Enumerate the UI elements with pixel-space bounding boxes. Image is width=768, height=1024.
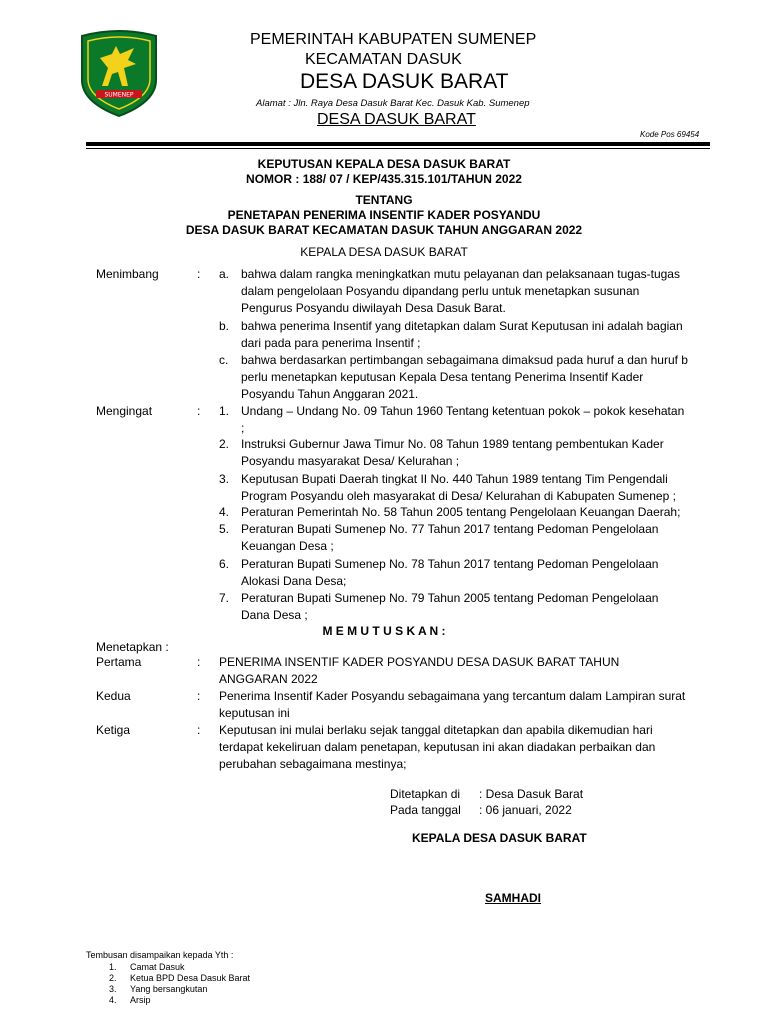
mengingat-item: Peraturan Pemerintah No. 58 Tahun 2005 tentang Pengelolaan Keuangan Daerah; bbox=[241, 505, 681, 519]
menimbang-label: Menimbang bbox=[96, 267, 159, 281]
kedua-colon: : bbox=[197, 689, 201, 703]
menimbang-item: bahwa penerima Insentif yang ditetapkan dalam Surat Keputusan ini adalah bagian dari pada para penerima Insentif ; bbox=[241, 319, 683, 350]
ketiga-label: Ketiga bbox=[96, 723, 131, 737]
tembusan-heading: Tembusan disampaikan kepada Yth : bbox=[86, 950, 234, 960]
mengingat-number: 7. bbox=[219, 591, 230, 605]
mengingat-number: 3. bbox=[219, 472, 230, 486]
letterhead-address: Alamat : Jln. Raya Desa Dasuk Barat Kec. Dasuk Kab. Sumenep bbox=[256, 98, 530, 109]
postal-code: Kode Pos 69454 bbox=[640, 130, 700, 139]
tembusan-item: Ketua BPD Desa Dasuk Barat bbox=[130, 973, 251, 983]
signatory-position: KEPALA DESA DASUK BARAT bbox=[412, 831, 587, 845]
header-rule-thick bbox=[86, 142, 710, 146]
decree-tentang: TENTANG bbox=[355, 193, 413, 207]
memutuskan-heading: M E M U T U S K A N : bbox=[322, 624, 446, 638]
decree-title: KEPUTUSAN KEPALA DESA DASUK BARAT bbox=[257, 157, 511, 171]
tembusan-item: Camat Dasuk bbox=[130, 962, 185, 972]
menimbang-letter: b. bbox=[219, 319, 230, 333]
header-rule-thin bbox=[86, 148, 710, 149]
tanggal-label: Pada tanggal bbox=[390, 803, 461, 817]
mengingat-item: Peraturan Bupati Sumenep No. 78 Tahun 2017 tentang Pedoman Pengelolaan Alokasi Dana Desa; bbox=[241, 557, 659, 588]
tembusan-item: Arsip bbox=[130, 995, 151, 1005]
menimbang-letter: c. bbox=[219, 353, 229, 367]
ditetapkan-label: Ditetapkan di bbox=[390, 787, 461, 801]
signatory-name: SAMHADI bbox=[485, 891, 541, 905]
ditetapkan-value: : Desa Dasuk Barat bbox=[479, 787, 584, 801]
mengingat-number: 5. bbox=[219, 522, 230, 536]
decree-issuer: KEPALA DESA DASUK BARAT bbox=[300, 245, 468, 259]
mengingat-item: Peraturan Bupati Sumenep No. 77 Tahun 2017 tentang Pedoman Pengelolaan Keuangan Desa ; bbox=[241, 522, 659, 553]
mengingat-number: 1. bbox=[219, 404, 230, 418]
mengingat-colon: : bbox=[197, 404, 201, 418]
logo-ribbon-text: SUMENEP bbox=[104, 91, 134, 99]
pertama-label: Pertama bbox=[96, 655, 142, 669]
village-emblem-logo bbox=[78, 28, 160, 118]
mengingat-label: Mengingat bbox=[96, 404, 153, 418]
menetapkan-label: Menetapkan : bbox=[96, 640, 169, 654]
menimbang-item: bahwa berdasarkan pertimbangan sebagaimana dimaksud pada huruf a dan huruf b perlu menetapkan keputusan Kepala Desa tentang Penerima Insentif Kader Posyandu Tahun Anggaran 2021. bbox=[241, 353, 688, 401]
menimbang-letter: a. bbox=[219, 267, 230, 281]
mengingat-item: Peraturan Bupati Sumenep No. 79 Tahun 2005 tentang Pedoman Pengelolaan Dana Desa ; bbox=[241, 591, 659, 622]
tembusan-number: 2. bbox=[109, 973, 117, 983]
tembusan-item: Yang bersangkutan bbox=[130, 984, 208, 994]
tembusan-number: 4. bbox=[109, 995, 117, 1005]
mengingat-number: 2. bbox=[219, 437, 230, 451]
mengingat-item: Keputusan Bupati Daerah tingkat II No. 440 Tahun 1989 tentang Tim Pengendali Program Posyandu oleh masyarakat di Desa/ Kelurahan di Kabupaten Sumenep ; bbox=[241, 472, 676, 503]
pertama-colon: : bbox=[197, 655, 201, 669]
menimbang-colon: : bbox=[197, 267, 201, 281]
mengingat-number: 6. bbox=[219, 557, 230, 571]
decree-subject-2: DESA DASUK BARAT KECAMATAN DASUK TAHUN ANGGARAN 2022 bbox=[185, 223, 583, 237]
tembusan-number: 3. bbox=[109, 984, 117, 994]
tembusan-number: 1. bbox=[109, 962, 117, 972]
menimbang-item: bahwa dalam rangka meningkatkan mutu pelayanan dan pelaksanaan tugas-tugas dalam pengelolaan Posyandu dipandang perlu untuk menetapkan susunan Pengurus Posyandu diwilayah Desa Dasuk Barat. bbox=[241, 267, 680, 315]
ketiga-colon: : bbox=[197, 723, 201, 737]
ketiga-text: Keputusan ini mulai berlaku sejak tanggal ditetapkan dan apabila dikemudian hari terdapat kekeliruan dalam penetapan, keputusan ini akan diadakan perbaikan dan perubahan sebagaimana mestinya; bbox=[219, 723, 656, 771]
letterhead-government: PEMERINTAH KABUPATEN SUMENEP bbox=[250, 31, 537, 48]
kedua-label: Kedua bbox=[96, 689, 131, 703]
letterhead-village-underlined: DESA DASUK BARAT bbox=[317, 111, 476, 128]
letterhead-district: KECAMATAN DASUK bbox=[305, 51, 462, 68]
mengingat-number: 4. bbox=[219, 505, 230, 519]
tanggal-value: : 06 januari, 2022 bbox=[479, 803, 572, 817]
kedua-text: Penerima Insentif Kader Posyandu sebagaimana yang tercantum dalam Lampiran surat keputusan ini bbox=[219, 689, 686, 720]
mengingat-item: Instruksi Gubernur Jawa Timur No. 08 Tahun 1989 tentang pembentukan Kader Posyandu masyarakat Desa/ Kelurahan ; bbox=[241, 437, 664, 468]
letterhead-village: DESA DASUK BARAT bbox=[300, 70, 509, 93]
decree-number: NOMOR : 188/ 07 / KEP/435.315.101/TAHUN 2022 bbox=[246, 172, 522, 186]
pertama-text: PENERIMA INSENTIF KADER POSYANDU DESA DASUK BARAT TAHUN ANGGARAN 2022 bbox=[219, 655, 620, 686]
decree-subject-1: PENETAPAN PENERIMA INSENTIF KADER POSYANDU bbox=[227, 208, 541, 222]
mengingat-item: Undang – Undang No. 09 Tahun 1960 Tentang ketentuan pokok – pokok kesehatan ; bbox=[241, 404, 685, 435]
